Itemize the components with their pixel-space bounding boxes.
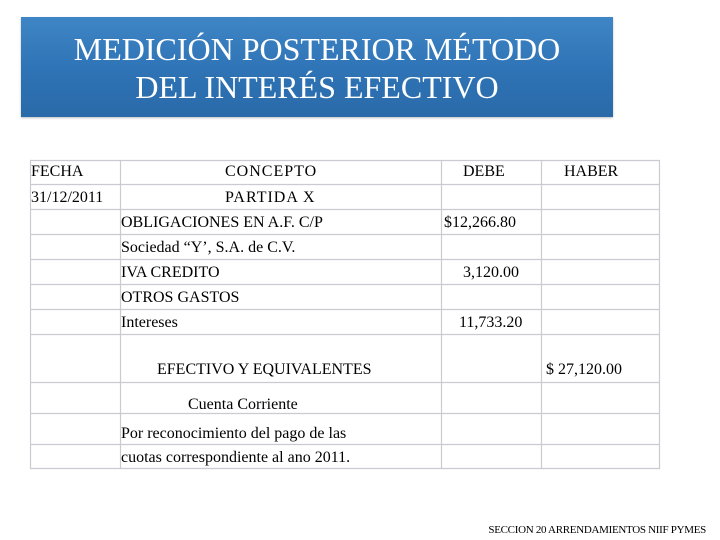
- header-haber: HABER: [564, 163, 619, 180]
- slide-title-line-1: MEDICIÓN POSTERIOR MÉTODO: [73, 31, 561, 67]
- concept-row-5: Intereses: [121, 314, 178, 331]
- concept-row-7: Cuenta Corriente: [188, 396, 298, 413]
- concept-row-3: IVA CREDITO: [121, 264, 220, 281]
- concept-row-4: OTROS GASTOS: [121, 289, 240, 306]
- header-concepto: CONCEPTO: [225, 163, 318, 180]
- concept-row-2: Sociedad “Y’, S.A. de C.V.: [121, 239, 296, 256]
- entry-date: 31/12/2011: [31, 189, 104, 206]
- debe-row-5: 11,733.20: [459, 314, 523, 331]
- partida-label: PARTIDA X: [225, 189, 316, 206]
- header-fecha: FECHA: [31, 163, 84, 180]
- entry-note-line-2: cuotas correspondiente al ano 2011.: [121, 449, 351, 466]
- haber-row-6: $ 27,120.00: [546, 361, 622, 378]
- concept-row-1: OBLIGACIONES EN A.F. C/P: [121, 214, 323, 231]
- debe-row-3: 3,120.00: [463, 264, 519, 281]
- slide-footer: SECCION 20 ARRENDAMIENTOS NIIF PYMES: [488, 524, 706, 536]
- concept-row-6: EFECTIVO Y EQUIVALENTES: [157, 361, 372, 378]
- header-debe: DEBE: [463, 163, 505, 180]
- entry-note-line-1: Por reconocimiento del pago de las: [121, 425, 347, 442]
- slide-title-line-2: DEL INTERÉS EFECTIVO: [135, 69, 499, 105]
- debe-row-1: $12,266.80: [444, 214, 516, 231]
